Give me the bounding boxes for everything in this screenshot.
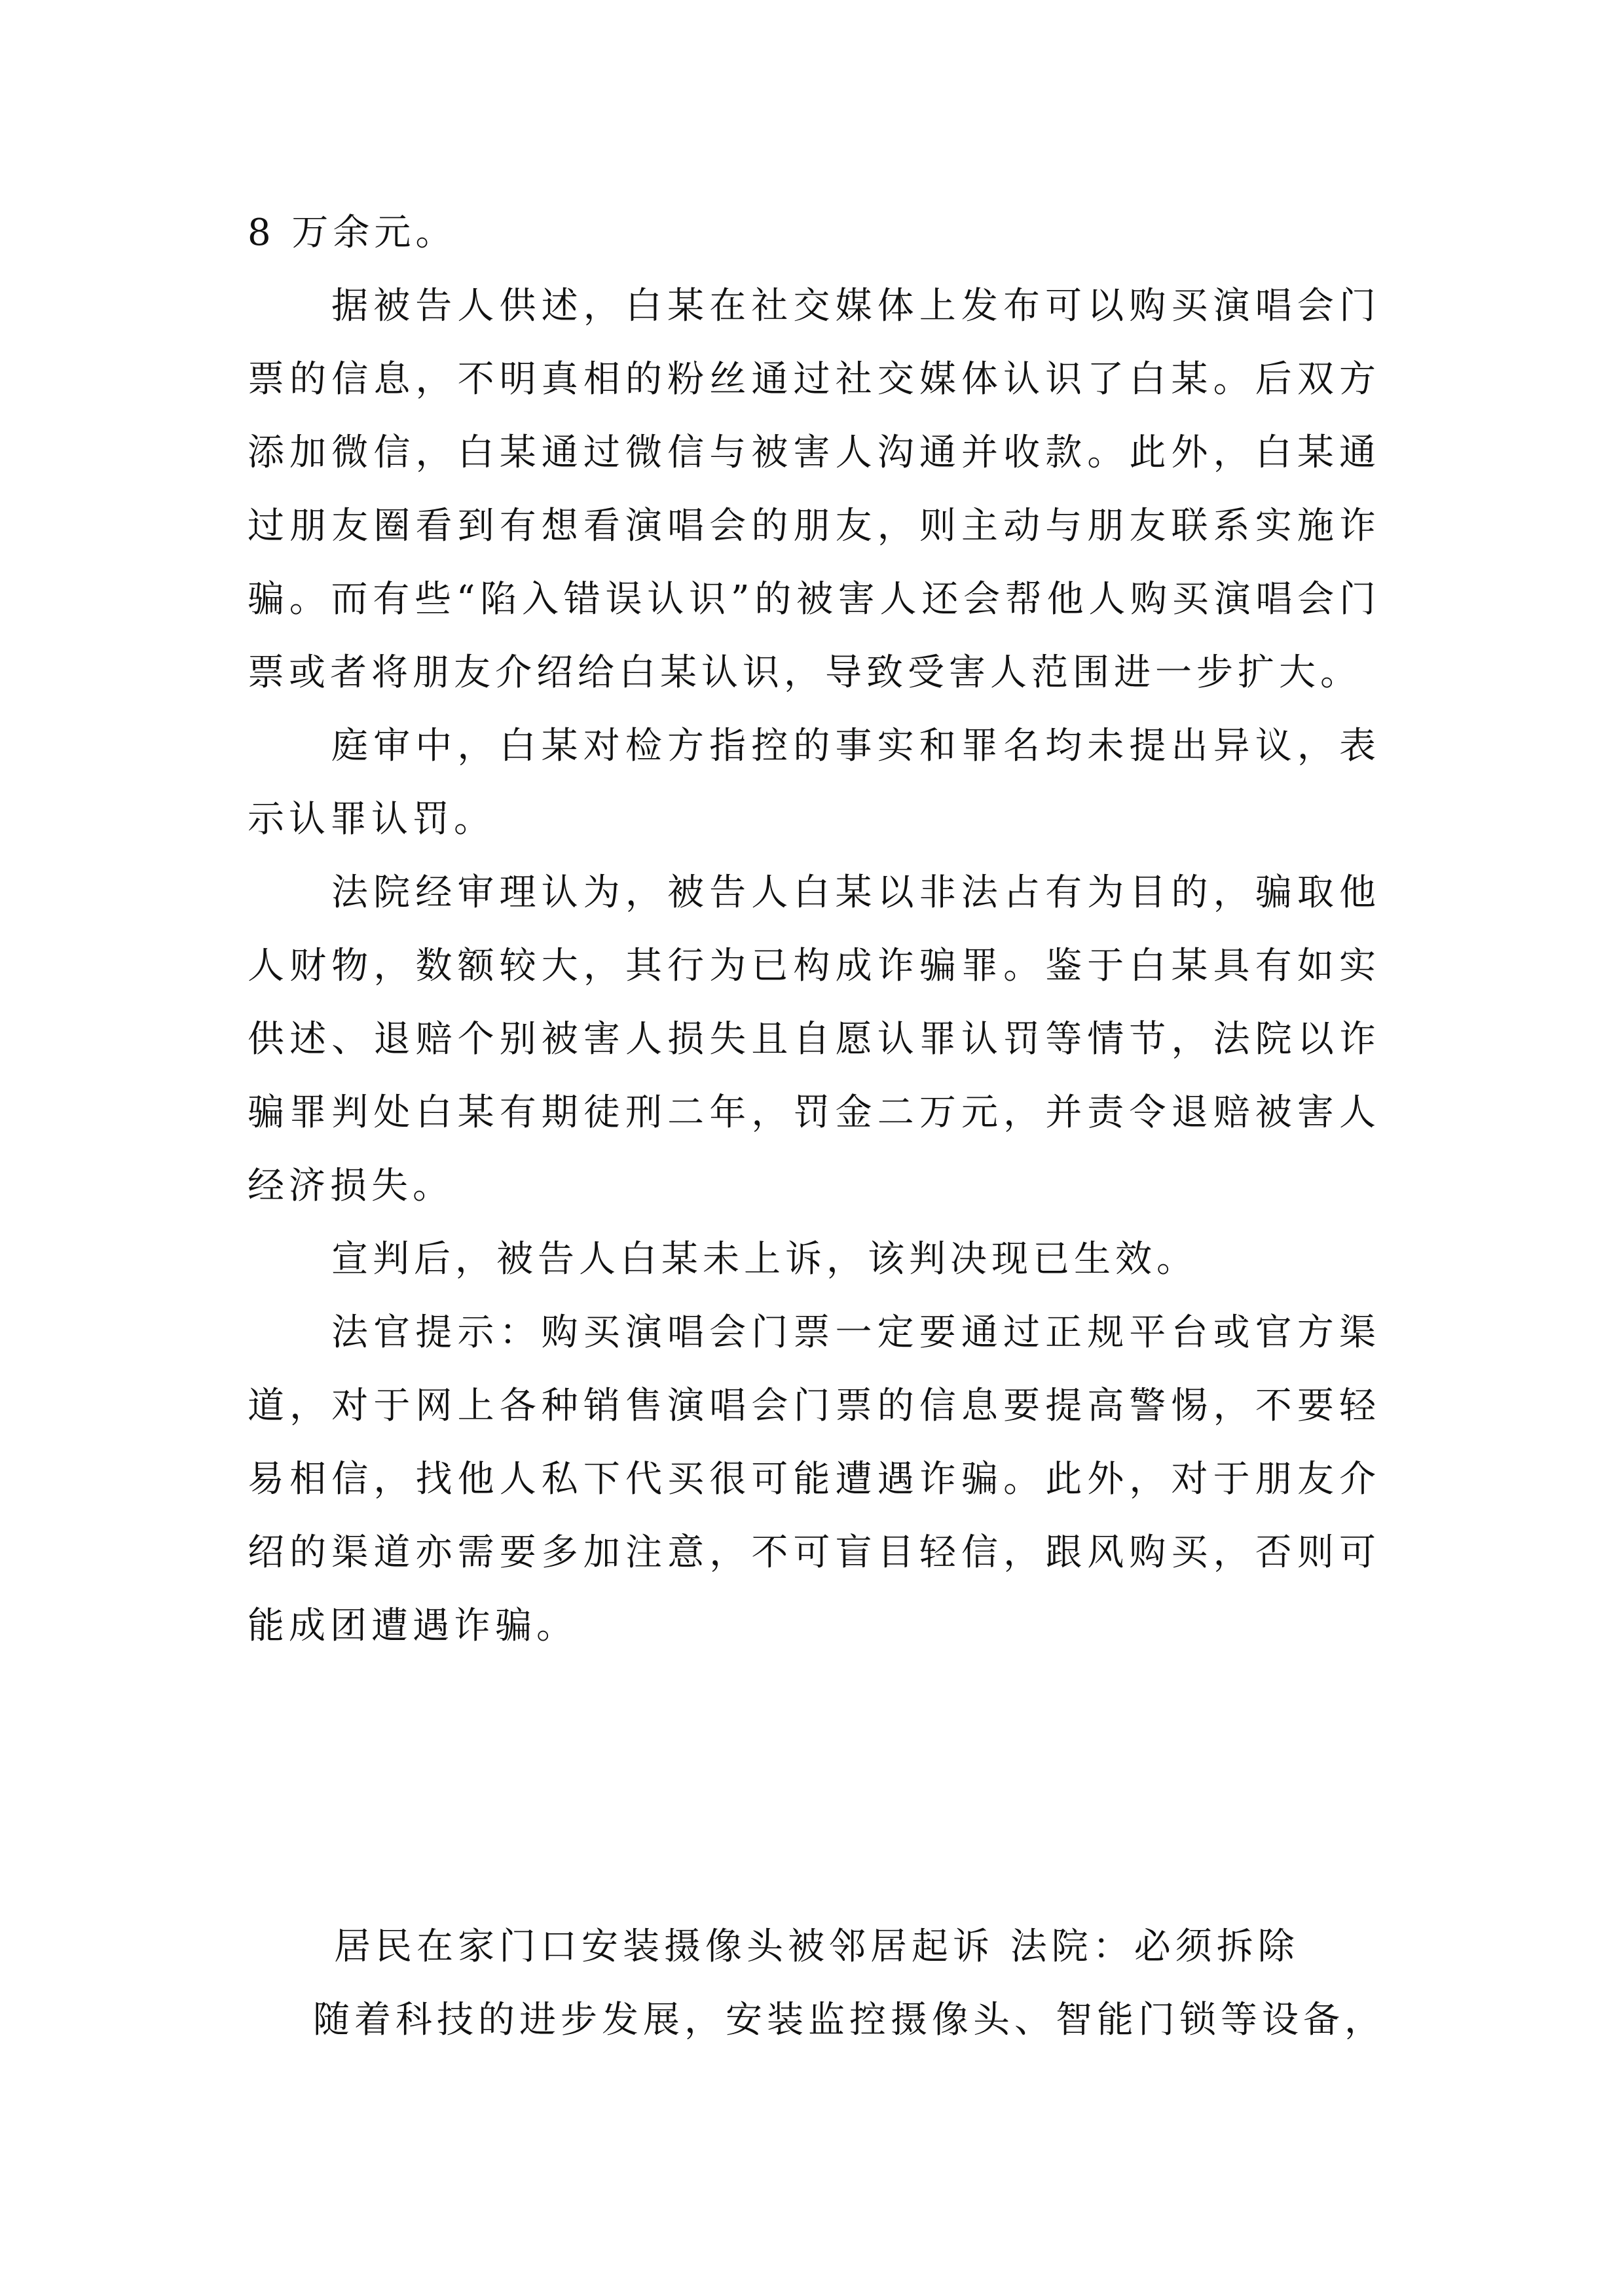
paragraph-court-ruling: 法院经审理认为，被告人白某以非法占有为目的，骗取他人财物，数额较大，其行为已构成诈骗罪。鉴于白某具有如实供述、退赔个别被害人损失且自愿认罪认罚等情节，法院以诈骗罪判处白某有期徒刑二年，罚金二万元，并责令退赔被害人经济损失。: [248, 871, 1380, 1207]
paragraph-judge-tip: 法官提示：购买演唱会门票一定要通过正规平台或官方渠道，对于网上各种销售演唱会门票的信息要提高警惕，不要轻易相信，找他人私下代买很可能遭遇诈骗。此外，对于朋友介绍的渠道亦需要多加注意，不可盲目轻信，跟风购买，否则可能成团遭遇诈骗。: [248, 1311, 1380, 1647]
section-intro-paragraph: 随着科技的进步发展，安装监控摄像头、智能门锁等设备，: [313, 1999, 1386, 2041]
paragraph-verdict-effective: 宣判后，被告人白某未上诉，该判决现已生效。: [331, 1238, 1198, 1281]
paragraph-trial: 庭审中，白某对检方指控的事实和罪名均未提出异议，表示认罪认罚。: [248, 725, 1380, 841]
section-title: 居民在家门口安装摄像头被邻居起诉 法院：必须拆除: [334, 1925, 1299, 1968]
paragraph-amount-continuation: 8 万余元。: [248, 211, 457, 254]
article-body: [248, 196, 1380, 1663]
paragraph-defendant-statement: 据被告人供述，白某在社交媒体上发布可以购买演唱会门票的信息，不明真相的粉丝通过社交媒体认识了白某。后双方添加微信，白某通过微信与被害人沟通并收款。此外，白某通过朋友圈看到有想看演唱会的朋友，则主动与朋友联系实施诈骗。而有些“陷入错误认识”的被害人还会帮他人购买演唱会门票或者将朋友介绍给白某认识，导致受害人范围进一步扩大。: [248, 285, 1380, 694]
